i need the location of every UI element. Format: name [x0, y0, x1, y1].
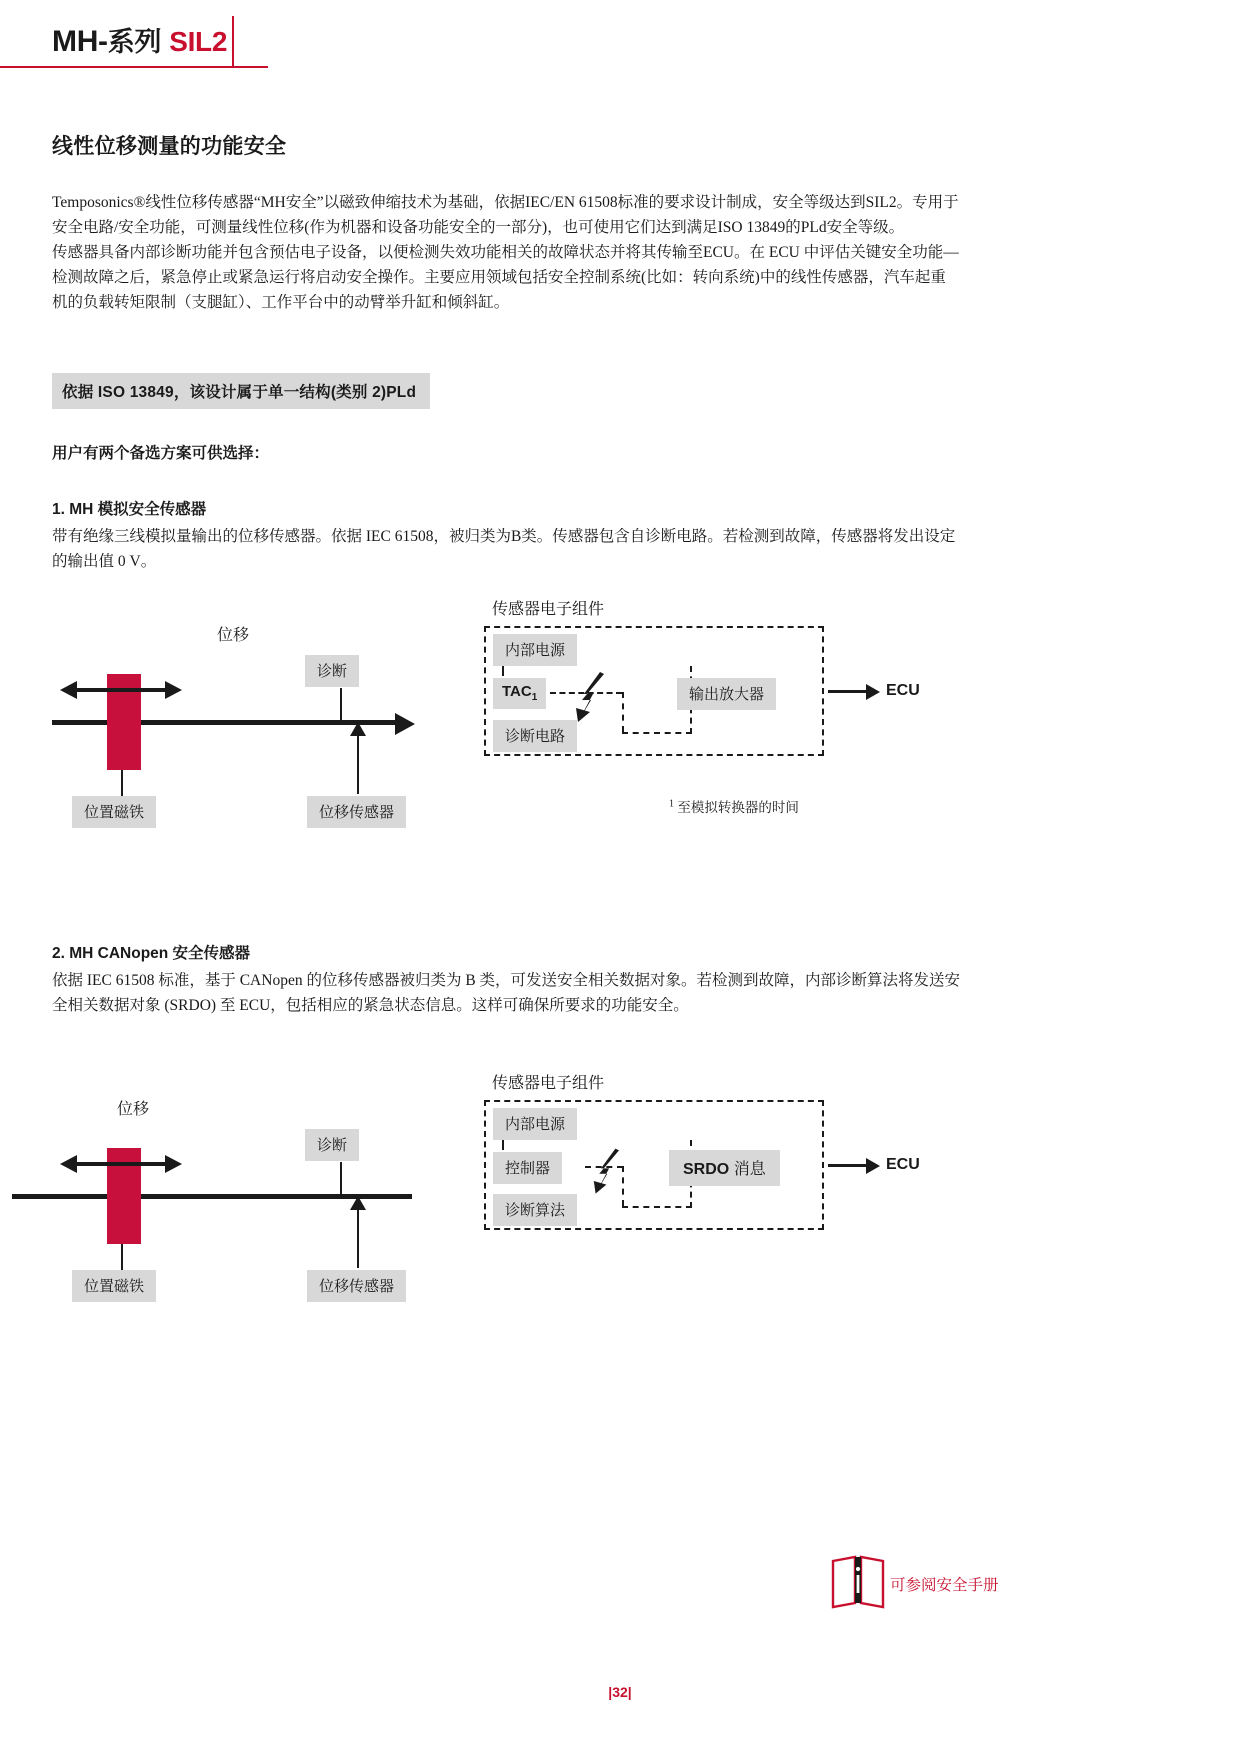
intro-line-4: 检测故障之后，紧急停止或紧急运行将启动安全操作。主要应用领域包括安全控制系统(比如：转向系统)中的线性传感器，汽车起重	[52, 269, 946, 286]
diagram1-footnote	[669, 796, 799, 816]
intro-line-2: 安全电路/安全功能，可测量线性位移(作为机器和设备功能安全的一部分)，也可使用它们达到满足ISO 13849的PLd安全等级。	[52, 219, 905, 236]
diagram2-electronics-title: 传感器电子组件	[492, 1075, 605, 1092]
main-content	[52, 130, 1052, 1339]
diagram2-travel-arrow	[77, 1162, 167, 1166]
diagram1-footnote-marker: 1	[669, 798, 674, 810]
section2-line-1: 依据 IEC 61508 标准，基于 CANopen 的位移传感器被归类为 B 类，可发送安全相关数据对象。若检测到故障，内部诊断算法将发送安	[52, 972, 961, 989]
diagram1-tac-box	[493, 678, 546, 709]
page-header	[0, 0, 1240, 78]
diagram1-axis	[52, 720, 397, 725]
intro-line-1: Temposonics®线性位移传感器“MH安全”以磁致伸缩技术为基础，依据IEC/EN 61508标准的要求设计制成，安全等级达到SIL2。专用于	[52, 194, 959, 211]
diagram1-tac-dashed-down	[622, 692, 624, 732]
manual-book-icon	[830, 1555, 886, 1609]
diagram2-internal-power-label: 内部电源	[493, 1108, 577, 1140]
header-brand: MH-	[52, 25, 108, 58]
options-lead-line: 用户有两个备选方案可供选择：	[52, 445, 270, 462]
diagram2-srdo-message-box	[669, 1150, 780, 1186]
diagram2-diagnostic-dashed-link	[622, 1206, 692, 1208]
diagram1-tac-subscript: 1	[531, 692, 538, 703]
diagram-analog-sensor	[52, 600, 1052, 865]
diagram1-travel-arrow-left-head	[60, 681, 77, 699]
diagram1-footnote-text: 至模拟转换器的时间	[677, 800, 799, 815]
diagram1-diagnostics-stem	[340, 688, 342, 724]
diagram1-axis-arrowhead	[395, 713, 415, 735]
intro-line-3: 传感器具备内部诊断功能并包含预估电子设备，以便检测失效功能相关的故障状态并将其传输至ECU。在 ECU 中评估关键安全功能—	[52, 244, 959, 261]
intro-line-5: 机的负载转矩限制（支腿缸）、工作平台中的动臂举升缸和倾斜缸。	[52, 294, 510, 311]
diagram1-internal-power-label: 内部电源	[493, 634, 577, 666]
lightning-bolt-icon	[574, 670, 614, 726]
diagram2-diagnostics-label: 诊断	[305, 1129, 359, 1161]
diagram2-diagnostic-algorithm-label: 诊断算法	[493, 1194, 577, 1226]
diagram2-ecu-arrow-line	[828, 1164, 868, 1167]
safety-manual-note	[830, 1555, 1090, 1615]
diagram1-diagnostic-circuit-label: 诊断电路	[493, 720, 577, 752]
diagram2-diagnostics-stem	[340, 1162, 342, 1198]
diagram1-power-tick	[502, 666, 504, 676]
diagram1-diagnostics-label: 诊断	[305, 655, 359, 687]
header-series: 系列	[107, 27, 162, 57]
diagram1-travel-arrow	[77, 688, 167, 692]
diagram1-ecu-arrow-head	[866, 684, 880, 700]
header-sil-badge: SIL2	[169, 26, 228, 57]
header-red-vertical-rule	[232, 16, 234, 68]
diagram1-ecu-arrow-line	[828, 690, 868, 693]
diagram2-travel-arrow-left-head	[60, 1155, 77, 1173]
diagram2-controller-label: 控制器	[493, 1152, 562, 1184]
section2-heading: 2. MH CANopen 安全传感器	[52, 945, 251, 962]
diagram2-ecu-label: ECU	[886, 1156, 920, 1173]
diagram1-output-amplifier-label: 输出放大器	[677, 678, 776, 710]
safety-manual-text: 可参阅安全手册	[890, 1577, 999, 1594]
header-red-rule	[0, 66, 268, 68]
diagram1-sensor-callout-arrowhead	[350, 722, 366, 736]
section2-line-2: 全相关数据对象 (SRDO) 至 ECU，包括相应的紧急状态信息。这样可确保所要求的功能安全。	[52, 997, 689, 1014]
diagram2-srdo-acronym: SRDO	[683, 1161, 730, 1178]
lightning-bolt-icon	[592, 1146, 628, 1198]
diagram2-position-magnet-label: 位置磁铁	[72, 1270, 156, 1302]
diagram1-displacement-label: 位移	[217, 627, 250, 644]
diagram1-position-magnet-label: 位置磁铁	[72, 796, 156, 828]
diagram1-travel-arrow-right-head	[165, 681, 182, 699]
diagram2-displacement-sensor-label: 位移传感器	[307, 1270, 406, 1302]
diagram1-tac-label: TAC	[502, 683, 532, 700]
diagram1-ecu-label: ECU	[886, 682, 920, 699]
diagram1-sensor-callout-stem	[357, 734, 359, 794]
section1-line-2: 的输出值 0 V。	[52, 553, 157, 570]
diagram2-ecu-arrow-head	[866, 1158, 880, 1174]
diagram1-electronics-title: 传感器电子组件	[492, 601, 605, 618]
diagram1-displacement-sensor-label: 位移传感器	[307, 796, 406, 828]
diagram2-displacement-label: 位移	[117, 1101, 150, 1118]
section1-line-1: 带有绝缘三线模拟量输出的位移传感器。依据 IEC 61508，被归类为B类。传感器包含自诊断电路。若检测到故障，传感器将发出设定	[52, 528, 956, 545]
diagram2-sensor-callout-arrowhead	[350, 1196, 366, 1210]
diagram2-srdo-text: 消息	[733, 1161, 766, 1178]
section1-heading: 1. MH 模拟安全传感器	[52, 501, 207, 518]
page-title	[52, 20, 227, 59]
diagram2-power-tick	[502, 1140, 504, 1150]
diagram-canopen-sensor	[52, 1074, 1052, 1339]
section-heading: 线性位移测量的功能安全	[52, 135, 287, 158]
diagram1-diagnostic-dashed-link	[622, 732, 692, 734]
page-number: |32|	[608, 1684, 632, 1700]
diagram2-sensor-callout-stem	[357, 1208, 359, 1268]
diagram2-travel-arrow-right-head	[165, 1155, 182, 1173]
iso-13849-callout: 依据 ISO 13849，该设计属于单一结构(类别 2)PLd	[52, 373, 430, 409]
